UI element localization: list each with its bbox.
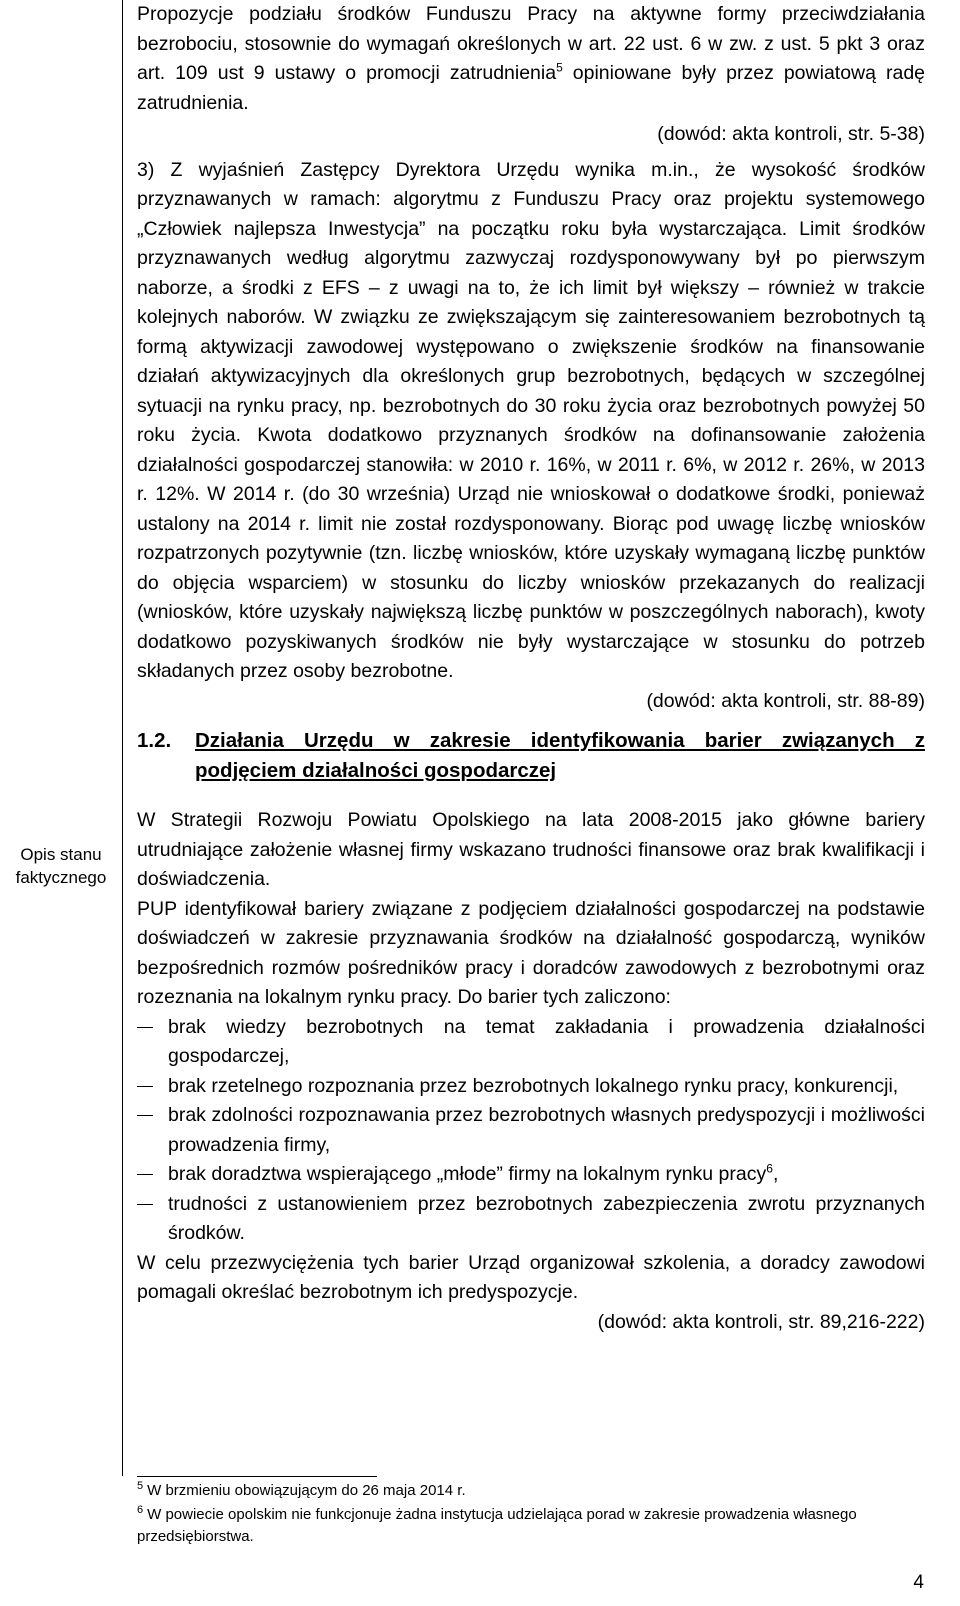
main-content [137,0,925,1337]
paragraph-strategy: W Strategii Rozwoju Powiatu Opolskiego na lata 2008-2015 jako główne bariery utrudniające założenie własnej firmy wskazano trudności finansowe oraz brak kwalifikacji i doświadczenia. [137,809,925,890]
footnote-number: 5 [137,1480,144,1492]
paragraph-text: Propozycje podziału środków Funduszu Pracy na aktywne formy przeciwdziałania bezrobociu, stosownie do wymagań określonych w art. 22 ust. 6 w zw. z ust. 5 pkt 3 oraz art. 109 ust 9 ustawy o promocji zatrudnienia [137,3,925,84]
footnote-separator [137,1476,377,1477]
page-number: 4 [913,1572,924,1593]
paragraph-barriers-intro: PUP identyfikował bariery związane z podjęciem działalności gospodarczej na podstawie doświadczeń w zakresie przyznawania środków na działalność gospodarczą, wyników bezpośrednich rozmów pośredników pracy i doradców zawodowych z bezrobotnymi oraz rozeznania na lokalnym rynku pracy. Do barier tych zaliczono: [137,897,925,1008]
section-title: Działania Urzędu w zakresie identyfikowania barier związanych z podjęciem działalności gospodarczej [195,729,925,782]
barriers-list [137,1013,925,1249]
list-item-text: brak wiedzy bezrobotnych na temat zakładania i prowadzenia działalności gospodarczej, [168,1015,925,1067]
dash-bullet [137,1115,153,1116]
dash-bullet [137,1204,153,1205]
list-item-text: brak zdolności rozpoznawania przez bezrobotnych własnych predyspozycji i możliwości prowadzenia firmy, [168,1104,925,1156]
evidence-reference: (dowód: akta kontroli, str. 88-89) [646,689,925,712]
footnote-number: 6 [137,1504,144,1516]
footnote-text: W brzmieniu obowiązującym do 26 maja 2014 r. [147,1482,466,1499]
list-item [137,1013,925,1072]
list-item [137,1072,925,1102]
list-item-text: brak doradztwa wspierającego „młode” firmy na lokalnym rynku pracy [168,1163,767,1185]
side-label: Opis stanu faktycznego [15,845,107,887]
list-item [137,1160,925,1190]
footnote [137,1504,927,1548]
list-item [137,1101,925,1160]
dash-bullet [137,1027,153,1028]
section-heading [137,726,925,786]
left-margin-column [0,0,123,1476]
evidence-reference: (dowód: akta kontroli, str. 89,216-222) [597,1310,925,1333]
list-item-text: trudności z ustanowieniem przez bezrobotnych zabezpieczenia zwrotu przyznanych środków. [168,1192,925,1244]
paragraph-funding-proposals [137,0,925,118]
list-item-text: , [772,1163,779,1185]
paragraph-text: opiniowane były przez powiatową radę zatrudnienia. [137,62,926,114]
footnotes [137,1480,927,1548]
footnote-text: W powiecie opolskim nie funkcjonuje żadna instytucja udzielająca porad w zakresie prowadzenia własnego przedsiębiorstwa. [137,1506,857,1545]
dash-bullet [137,1174,153,1175]
list-item-text: brak rzetelnego rozpoznania przez bezrobotnych lokalnego rynku pracy, konkurencji, [168,1074,899,1097]
footnote-ref-5: 5 [556,60,563,75]
list-item [137,1190,925,1249]
evidence-reference: (dowód: akta kontroli, str. 5-38) [657,123,925,145]
dash-bullet [137,1086,153,1087]
footnote-ref-6: 6 [766,1161,773,1176]
footnote [137,1480,927,1502]
section-number: 1.2. [137,729,172,752]
paragraph-explanations: 3) Z wyjaśnień Zastępcy Dyrektora Urzędu wynika m.in., że wysokość środków przyznawanych w ramach: algorytmu z Funduszu Pracy oraz projektu systemowego „Człowiek najlepsza Inwestycja” na początku roku była wystarczająca. Limit środków przyznawanych według algorytmu zazwyczaj rozdysponowywany był po pierwszym naborze, a środki z EFS – z uwagi na to, że ich limit był większy – również w trakcie kolejnych naborów. W związku ze zwiększającym się zainteresowaniem bezrobotnych tą formą aktywizacji zawodowej występowano o zwiększenie środków na finansowanie działań aktywizacyjnych dla określonych grup bezrobotnych, będących w szczególnej sytuacji na rynku pracy, np. bezrobotnych do 30 roku życia oraz bezrobotnych powyżej 50 roku życia. Kwota dodatkowo przyznanych środków na dofinansowanie założenia działalności gospodarczej stanowiła: w 2010 r. 16%, w 2011 r. 6%, w 2012 r. 26%, w 2013 r. 12%. W 2014 r. (do 30 września) Urząd nie wnioskował o dodatkowe środki, ponieważ ustalony na 2014 r. limit nie został rozdysponowany. Biorąc pod uwagę liczbę wniosków rozpatrzonych pozytywnie (tzn. liczbę wniosków, które uzyskały wymaganą liczbę punktów do objęcia wsparciem) w stosunku do liczby wniosków przekazanych do realizacji (wniosków, które uzyskały największą liczbę punktów w poszczególnych naborach), kwoty dodatkowo pozyskiwanych środków nie były wystarczające w stosunku do potrzeb składanych przez osoby bezrobotne. [137,158,925,682]
paragraph-measures: W celu przezwyciężenia tych barier Urząd organizował szkolenia, a doradcy zawodowi pomagali określać bezrobotnym ich predyspozycje. [137,1251,925,1303]
